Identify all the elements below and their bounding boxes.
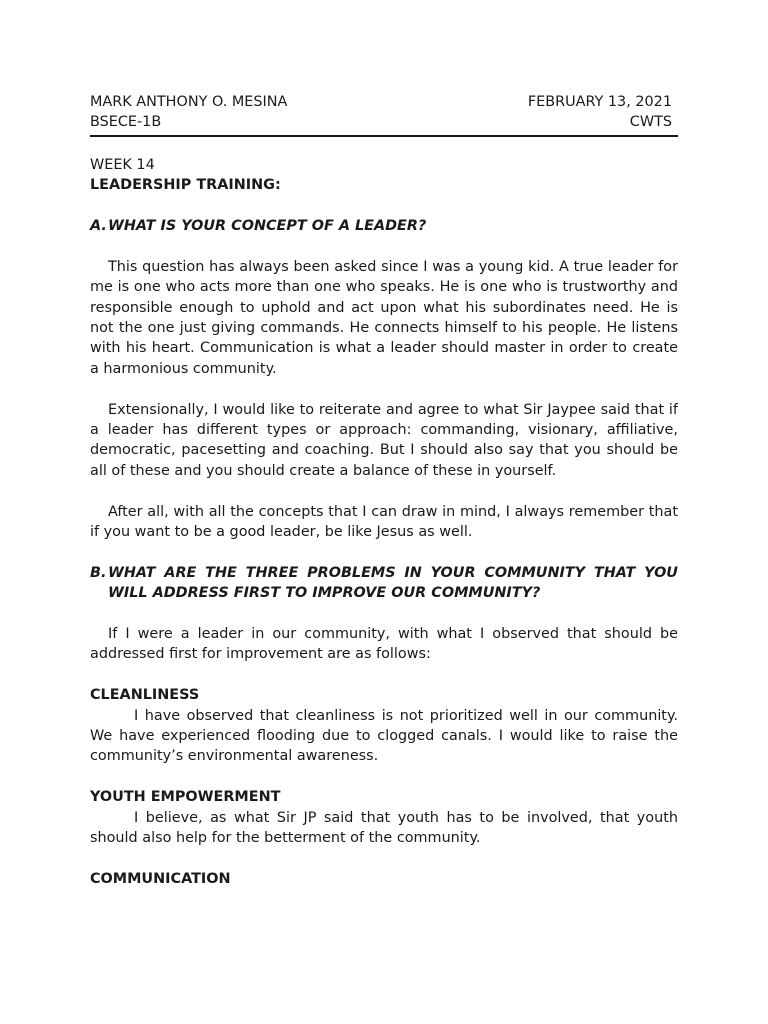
problem-1-body: I have observed that cleanliness is not prioritized well in our community. We have experienced flooding due to clogged canals. I would like to raise the community’s environmental awareness. — [90, 707, 678, 765]
question-a — [90, 216, 678, 236]
answer-a-paragraph-2: Extensionally, I would like to reiterate and agree to what Sir Jaypee said that if a leader has different types or approach: commanding, visionary, affiliative, democratic, pacesetting and coaching. But I should also say that you should be all of these and you should create a balance of these in yourself. — [90, 401, 678, 479]
subject-label: CWTS — [629, 114, 672, 131]
answer-b-intro: If I were a leader in our community, with what I observed that should be addressed first for improvement are as follows: — [90, 626, 678, 663]
question-b — [90, 563, 678, 604]
header-right — [528, 92, 678, 133]
author-name: MARK ANTHONY O. MESINA — [90, 94, 288, 110]
document-header — [90, 92, 678, 137]
answer-a-paragraph-3: After all, with all the concepts that I can draw in mind, I always remember that if you want to be a good leader, be like Jesus as well. — [90, 503, 678, 541]
header-left — [90, 92, 287, 133]
problem-3-title: COMMUNICATION — [90, 870, 231, 887]
question-a-number: A. — [90, 218, 107, 235]
answer-a-paragraph-1: This question has always been asked since I was a young kid. A true leader for me is one who acts more than one who speaks. He is one who is trustworthy and responsible enough to uphold and act upon what his subordinates need. He is not the one just giving commands. He connects himself to his people. He listens with his heart. Communication is what a leader should master in order to create a harmonious community. — [90, 258, 678, 377]
document-page — [90, 92, 678, 889]
topic-heading: LEADERSHIP TRAINING: — [90, 177, 281, 194]
problem-2-body: I believe, as what Sir JP said that youth has to be involved, that youth should also help for the betterment of the community. — [90, 809, 678, 847]
author-course: BSECE-1B — [90, 114, 162, 131]
week-label: WEEK 14 — [90, 156, 155, 173]
problem-2-title: YOUTH EMPOWERMENT — [90, 789, 281, 806]
question-a-text: WHAT IS YOUR CONCEPT OF A LEADER? — [108, 218, 427, 235]
question-b-number: B. — [90, 564, 107, 581]
question-b-text: WHAT ARE THE THREE PROBLEMS IN YOUR COMMUNITY THAT YOU WILL ADDRESS FIRST TO IMPROVE OUR COMMUNITY? — [108, 564, 678, 602]
problem-1-title: CLEANLINESS — [90, 687, 200, 704]
document-date: FEBRUARY 13, 2021 — [527, 94, 672, 110]
